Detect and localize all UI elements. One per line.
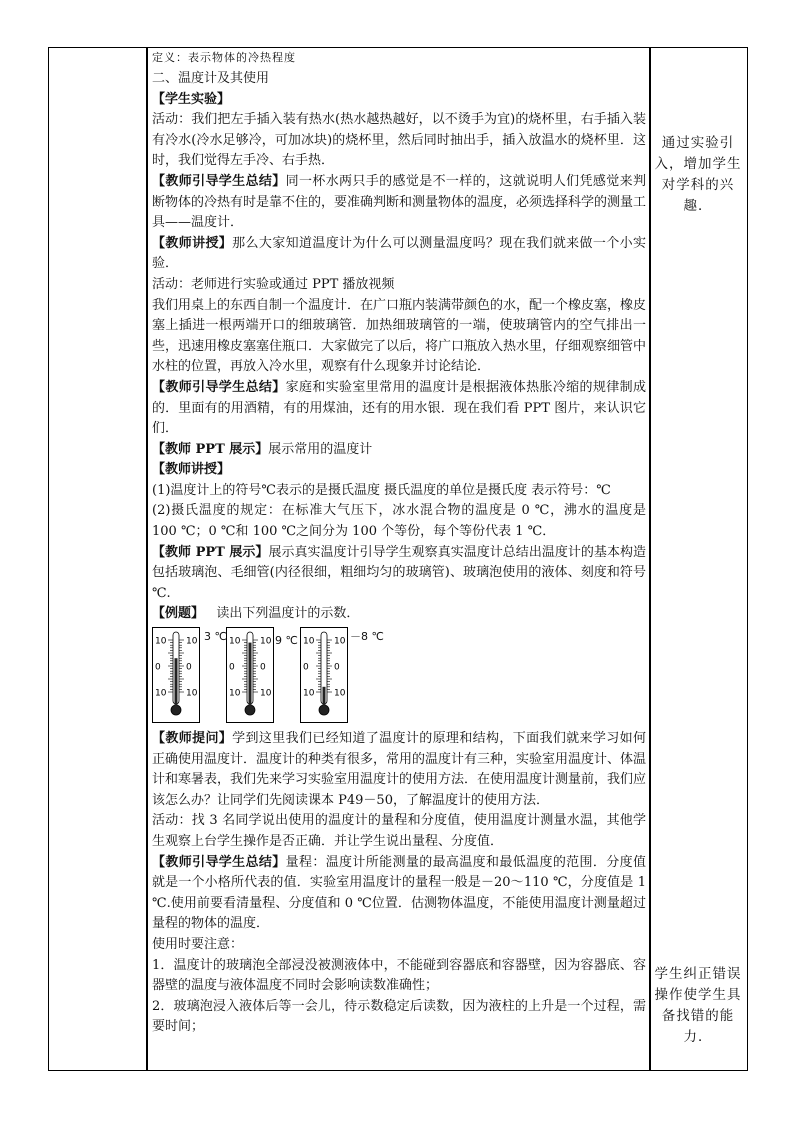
summary-2-text: 家庭和实验室里常用的温度计是根据液体热胀冷缩的规律制成的．里面有的用酒精，有的用煤油，还有的用水银．现在我们看 PPT 图片，来认识它们． bbox=[152, 379, 646, 437]
thermometer-liquid bbox=[249, 643, 252, 710]
thermometer-2 bbox=[226, 627, 274, 723]
thermometer-figures bbox=[152, 627, 646, 725]
activity-3: 活动：找 3 名同学说出使用的温度计的量程和分度值，使用温度计测量水温，其他学生观察上台学生操作是否正确．并让学生说出量程、分度值． bbox=[152, 813, 646, 849]
example-label: 【例题】 bbox=[152, 606, 205, 622]
side-note-intro: 通过实验引入，增加学生对学科的兴趣． bbox=[654, 135, 742, 214]
scale-label-right: 10 bbox=[186, 636, 198, 647]
thermometer-liquid bbox=[323, 687, 326, 710]
scale-label-left: 10 bbox=[155, 688, 167, 699]
scale-label-right: 0 bbox=[260, 662, 266, 673]
thermometer-3 bbox=[300, 627, 348, 723]
scale-label-left: 10 bbox=[303, 688, 315, 699]
question-para bbox=[152, 729, 646, 811]
lesson-content bbox=[152, 50, 646, 1038]
notice-2: 2．玻璃泡浸入液体后等一会儿，待示数稳定后读数，因为液柱的上升是一个过程，需要时间； bbox=[152, 998, 646, 1035]
summary-label: 【教师引导学生总结】 bbox=[152, 379, 286, 395]
ppt-label-2: 【教师 PPT 展示】 bbox=[152, 544, 269, 560]
section-title: 二、温度计及其使用 bbox=[152, 71, 270, 86]
thermometer-1 bbox=[152, 627, 200, 723]
ppt-2-para bbox=[152, 543, 646, 605]
notice-1: 1．温度计的玻璃泡全部浸没被测液体中，不能碰到容器底和容器壁，因为容器底、容器壁的温度与液体温度不同时会影响读数准确性； bbox=[152, 957, 646, 994]
thermometer-1-reading: 3 ℃ bbox=[204, 630, 227, 644]
ppt-1-text: 展示常用的温度计 bbox=[268, 441, 373, 457]
scale-label-left: 10 bbox=[303, 636, 315, 647]
example-text: 读出下列温度计的示数． bbox=[216, 606, 360, 622]
scale-label-left: 10 bbox=[229, 688, 241, 699]
scale-label-right: 10 bbox=[186, 688, 198, 699]
activity-1: 活动：我们把左手插入装有热水(热水越热越好，以不烫手为宜)的烧杯里，右手插入装有冷水(冷水足够冷，可加冰块)的烧杯里，然后同时抽出手，插入放温水的烧杯里．这时，我们觉得左手冷、右手热． bbox=[152, 112, 646, 169]
scale-label-right: 0 bbox=[334, 662, 340, 673]
summary-1-para bbox=[152, 172, 646, 234]
ppt-2-text: 展示真实温度计引导学生观察真实温度计总结出温度计的基本构造包括玻璃泡、毛细管(内径很细，粗细均匀的玻璃管)、玻璃泡使用的液体、刻度和符号 ℃. bbox=[152, 544, 646, 601]
table-column-left bbox=[48, 47, 148, 1071]
lecture-label: 【教师讲授】 bbox=[152, 235, 233, 251]
summary-1-text: 同一杯水两只手的感觉是不一样的，这就说明人们凭感觉来判断物体的冷热有时是靠不住的，要准确判断和测量物体的温度，必须选择科学的测量工具——温度计． bbox=[152, 173, 647, 231]
notice-title: 使用时要注意： bbox=[152, 936, 244, 952]
summary-label: 【教师引导学生总结】 bbox=[152, 173, 286, 189]
student-experiment-label: 【学生实验】 bbox=[152, 91, 231, 107]
scale-label-right: 10 bbox=[334, 688, 346, 699]
summary-2-para bbox=[152, 378, 646, 440]
point-2: (2)摄氏温度的规定：在标准大气压下，冰水混合物的温度是 0 ℃，沸水的温度是 100 ℃；0 ℃和 100 ℃之间分为 100 个等份，每个等份代表 1 ℃． bbox=[152, 503, 646, 540]
scale-label-right: 10 bbox=[260, 688, 272, 699]
summary-3-para bbox=[152, 853, 646, 935]
thermometer-2-reading: 9 ℃ bbox=[275, 634, 298, 648]
summary-label: 【教师引导学生总结】 bbox=[152, 854, 286, 870]
scale-label-right: 0 bbox=[186, 662, 192, 673]
thermometer-liquid bbox=[175, 658, 178, 710]
ppt-label: 【教师 PPT 展示】 bbox=[152, 441, 269, 457]
thermometer-3-reading: －8 ℃ bbox=[350, 630, 384, 644]
side-note-correction: 学生纠正错误操作使学生具备找错的能力． bbox=[654, 966, 742, 1045]
experiment-text: 我们用桌上的东西自制一个温度计．在广口瓶内装满带颜色的水，配一个橡皮塞，橡皮塞上插进一根两端开口的细玻璃管．加热细玻璃管的一端，使玻璃管内的空气排出一些，迅速用橡皮塞塞住瓶口．大家做完了以后，将广口瓶放入热水里，仔细观察细管中水柱的位置，再放入冷水里，观察有什么现象并讨论结论． bbox=[152, 297, 647, 375]
question-text: 学到这里我们已经知道了温度计的原理和结构，下面我们就来学习如何正确使用温度计．温度计的种类有很多，常用的温度计有三种，实验室用温度计、体温计和寒暑表，我们先来学习实验室用温度计的使用方法．在使用温度计测量前，我们应该怎么办？让同学们先阅读课本 P49－50，了解温度计的使用方法． bbox=[152, 731, 647, 808]
lecture-label-2: 【教师讲授】 bbox=[152, 462, 231, 478]
point-1: (1)温度计上的符号℃表示的是摄氏温度 摄氏温度的单位是摄氏度 表示符号：℃ bbox=[152, 482, 611, 498]
scale-label-left: 0 bbox=[155, 662, 161, 673]
definition-line: 定义：表示物体的冷热程度 bbox=[152, 51, 296, 64]
lecture-1-text: 那么大家知道温度计为什么可以测量温度吗？现在我们就来做一个小实验． bbox=[152, 235, 646, 272]
scale-label-left: 10 bbox=[155, 636, 167, 647]
activity-2: 活动：老师进行实验或通过 PPT 播放视频 bbox=[152, 276, 395, 292]
ppt-1-para bbox=[152, 440, 646, 461]
scale-label-left: 0 bbox=[229, 662, 235, 673]
question-label: 【教师提问】 bbox=[152, 731, 233, 747]
scale-label-left: 0 bbox=[303, 662, 309, 673]
example-para bbox=[152, 604, 646, 625]
summary-3-text: 量程：温度计所能测量的最高温度和最低温度的范围．分度值就是一个小格所代表的值．实验室用温度计的量程一般是－20～110 ℃，分度值是 1 ℃.使用前要看清量程、分度值和 0 ℃位置．估测物体温度，不能使用温度计测量超过量程的物体的温度． bbox=[152, 854, 646, 932]
lecture-1-para bbox=[152, 234, 646, 275]
scale-label-right: 10 bbox=[334, 636, 346, 647]
scale-label-right: 10 bbox=[260, 636, 272, 647]
scale-label-left: 10 bbox=[229, 636, 241, 647]
